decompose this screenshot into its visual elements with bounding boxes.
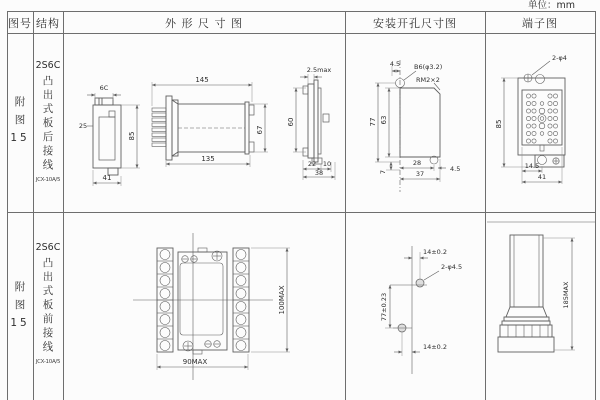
svg-text:77±0.23: 77±0.23 (380, 292, 388, 322)
header-bottom-border (7, 33, 595, 34)
col-divider-2 (63, 11, 64, 400)
row1-series: JCX-10A/5 (35, 177, 61, 183)
header-structure: 结构 (36, 17, 60, 30)
svg-text:14±0.2: 14±0.2 (422, 248, 448, 256)
front-center-body (178, 248, 227, 354)
terminal-dimensions (495, 54, 567, 184)
svg-text:60: 60 (287, 117, 295, 127)
row1-structure: 2S6C 凸 出 式 板 后 接 线 JCX-10A/5 (33, 58, 63, 183)
terminal-contacts (526, 94, 557, 143)
svg-text:7: 7 (379, 169, 387, 175)
svg-text:RM2×2: RM2×2 (416, 76, 440, 84)
svg-text:77: 77 (369, 117, 377, 127)
svg-text:100MAX: 100MAX (278, 285, 286, 315)
install-panel (396, 79, 441, 165)
svg-text:135: 135 (201, 155, 215, 163)
row1-side-view-diagram (146, 58, 281, 178)
svg-text:28: 28 (412, 159, 422, 167)
side-view-dimensions (152, 76, 268, 167)
svg-text:185MAX: 185MAX (562, 281, 570, 309)
side-view-pins (152, 108, 166, 146)
end-view-body (303, 80, 329, 164)
header-terminal: 端子图 (522, 17, 558, 30)
front-view-body (93, 98, 121, 175)
row2-series: JCX-10A/5 (35, 359, 61, 365)
row1-model: 2S6C (35, 60, 61, 71)
svg-text:38: 38 (314, 169, 324, 177)
svg-text:4.5: 4.5 (389, 60, 401, 68)
row1-install-diagram (358, 58, 485, 198)
row2-fig-number: 附 图 15 (10, 281, 30, 329)
svg-text:85: 85 (495, 119, 503, 129)
front-view-dimensions (79, 84, 140, 186)
svg-text:2-φ4: 2-φ4 (552, 54, 567, 62)
install2-holes (390, 279, 427, 332)
svg-text:14±0.2: 14±0.2 (422, 343, 448, 351)
row-separator (7, 212, 595, 213)
col-divider-4 (485, 11, 486, 400)
svg-text:41: 41 (537, 173, 547, 181)
install2-dimensions (380, 248, 462, 356)
svg-text:145: 145 (195, 76, 209, 84)
svg-text:22: 22 (307, 160, 317, 168)
svg-text:90MAX: 90MAX (182, 358, 208, 366)
svg-text:37: 37 (415, 170, 425, 178)
install-dimensions (369, 60, 460, 182)
header-outline-dims: 外 形 尺 寸 图 (165, 17, 243, 30)
svg-text:4.5: 4.5 (450, 165, 461, 173)
row1-terminal-diagram (490, 48, 595, 196)
header-install-dims: 安装开孔尺寸图 (373, 17, 457, 30)
row1-fig-number: 附 图 15 (10, 96, 30, 144)
svg-text:67: 67 (256, 125, 264, 135)
svg-text:85: 85 (128, 131, 136, 141)
row2-model: 2S6C (35, 242, 61, 253)
svg-text:14.5: 14.5 (524, 162, 540, 170)
row1-end-view-diagram (288, 62, 352, 184)
front-dimensions (157, 248, 290, 370)
svg-text:2.5max: 2.5max (306, 66, 332, 74)
row2-structure: 2S6C 凸 出 式 板 前 接 线 JCX-10A/5 (33, 240, 63, 365)
header-fig-no: 图号 (8, 17, 32, 30)
row1-front-view-diagram (76, 80, 148, 192)
svg-text:2-φ4.5: 2-φ4.5 (441, 263, 463, 271)
svg-text:10: 10 (322, 160, 332, 168)
row2-install-diagram (365, 238, 480, 380)
terminal2-body (498, 235, 554, 352)
svg-text:63: 63 (380, 115, 388, 125)
table-top-border (7, 11, 595, 12)
table-left-border (7, 11, 8, 400)
svg-text:41: 41 (102, 174, 112, 182)
svg-text:6C: 6C (99, 84, 109, 92)
svg-text:25: 25 (78, 122, 88, 130)
unit-label: 单位：mm (527, 0, 575, 11)
end-view-dimensions (287, 66, 335, 180)
svg-text:B6(φ3.2): B6(φ3.2) (414, 63, 443, 71)
row2-front-view-diagram (133, 228, 298, 388)
row2-terminal-diagram (487, 215, 597, 397)
